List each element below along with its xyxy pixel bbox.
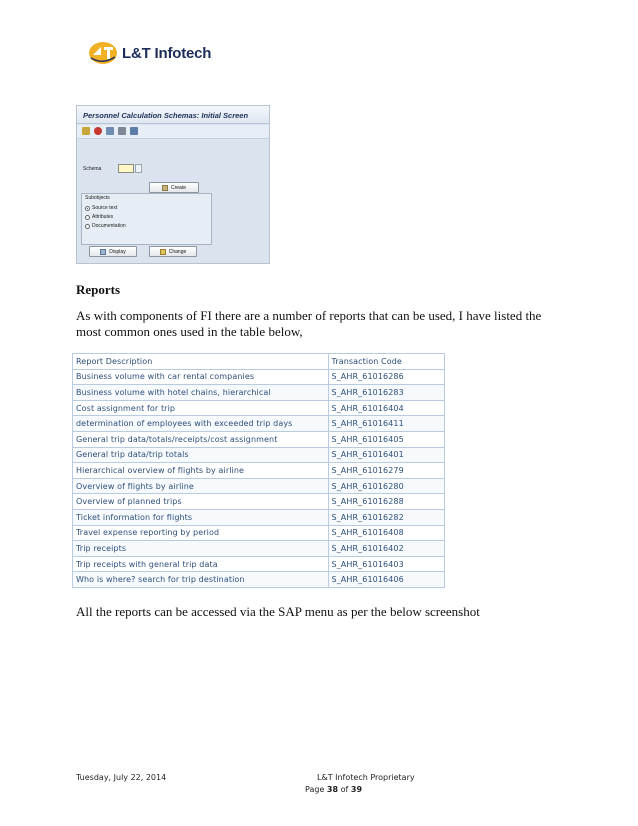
- copy-icon[interactable]: [106, 127, 114, 135]
- footer-company: L&T Infotech Proprietary: [317, 773, 415, 782]
- transaction-code-cell: S_AHR_61016411: [328, 416, 444, 432]
- report-description-cell: Overview of flights by airline: [73, 478, 329, 494]
- create-icon: [162, 185, 168, 191]
- schema-input[interactable]: [118, 164, 134, 173]
- transaction-code-cell: S_AHR_61016282: [328, 509, 444, 525]
- report-description-cell: Trip receipts with general trip data: [73, 556, 329, 572]
- report-description-cell: Trip receipts: [73, 541, 329, 557]
- transaction-code-cell: S_AHR_61016401: [328, 447, 444, 463]
- transaction-code-cell: S_AHR_61016286: [328, 369, 444, 385]
- sap-screenshot: [76, 105, 270, 264]
- change-button[interactable]: Change: [149, 246, 197, 257]
- radio-selected-icon: [85, 206, 90, 211]
- lnt-logo-icon: [88, 38, 118, 68]
- table-row: [73, 447, 445, 463]
- radio-documentation[interactable]: Documentation: [85, 223, 126, 229]
- check-icon[interactable]: [82, 127, 90, 135]
- display-icon: [100, 249, 106, 255]
- transaction-code-cell: S_AHR_61016404: [328, 400, 444, 416]
- closing-paragraph: All the reports can be accessed via the SAP menu as per the below screenshot: [76, 604, 480, 619]
- subobjects-label: Subobjects: [85, 195, 110, 201]
- sap-toolbar: [77, 125, 269, 139]
- table-row: [73, 525, 445, 541]
- table-row: [73, 385, 445, 401]
- radio-attributes[interactable]: Attributes: [85, 214, 113, 220]
- transaction-code-cell: S_AHR_61016406: [328, 572, 444, 588]
- report-description-cell: Hierarchical overview of flights by airline: [73, 463, 329, 479]
- table-row: [73, 572, 445, 588]
- transaction-code-cell: S_AHR_61016405: [328, 431, 444, 447]
- radio-icon: [85, 215, 90, 220]
- transaction-code-cell: S_AHR_61016280: [328, 478, 444, 494]
- table-row: [73, 416, 445, 432]
- transaction-code-cell: S_AHR_61016403: [328, 556, 444, 572]
- print-icon[interactable]: [118, 127, 126, 135]
- table-row: [73, 509, 445, 525]
- table-header-row: [73, 354, 445, 370]
- transaction-code-cell: S_AHR_61016283: [328, 385, 444, 401]
- table-row: [73, 431, 445, 447]
- logo-text: L&T Infotech: [122, 44, 212, 62]
- display-button[interactable]: Display: [89, 246, 137, 257]
- report-description-cell: Cost assignment for trip: [73, 400, 329, 416]
- table-row: [73, 478, 445, 494]
- schema-label: Schema: [83, 166, 102, 172]
- report-description-cell: Overview of planned trips: [73, 494, 329, 510]
- page-number: Page 38 of 39: [305, 785, 363, 794]
- radio-icon: [85, 224, 90, 229]
- transaction-code-cell: S_AHR_61016402: [328, 541, 444, 557]
- table-row: [73, 541, 445, 557]
- sap-window-title: Personnel Calculation Schemas: Initial Screen: [77, 106, 269, 124]
- intro-paragraph: As with components of FI there are a number of reports that can be used, I have listed the most common ones used in the table below,: [76, 308, 542, 339]
- footer-date: Tuesday, July 22, 2014: [76, 773, 167, 782]
- table-row: [73, 494, 445, 510]
- report-description-cell: Business volume with car rental companies: [73, 369, 329, 385]
- table-row: [73, 400, 445, 416]
- report-description-cell: General trip data/trip totals: [73, 447, 329, 463]
- radio-source-text[interactable]: Source text: [85, 205, 117, 211]
- delete-icon[interactable]: [94, 127, 102, 135]
- create-button[interactable]: Create: [149, 182, 199, 193]
- section-heading: Reports: [76, 282, 121, 297]
- company-logo: [88, 38, 211, 68]
- where-used-icon[interactable]: [130, 127, 138, 135]
- report-description-cell: General trip data/totals/receipts/cost assignment: [73, 431, 329, 447]
- table-row: [73, 556, 445, 572]
- column-header-description: Report Description: [73, 354, 329, 370]
- column-header-transaction-code: Transaction Code: [328, 354, 444, 370]
- transaction-code-cell: S_AHR_61016288: [328, 494, 444, 510]
- report-description-cell: Business volume with hotel chains, hierarchical: [73, 385, 329, 401]
- report-description-cell: determination of employees with exceeded trip days: [73, 416, 329, 432]
- table-row: [73, 463, 445, 479]
- table-row: [73, 369, 445, 385]
- report-description-cell: Ticket information for flights: [73, 509, 329, 525]
- value-help-icon[interactable]: [135, 164, 142, 173]
- report-description-cell: Travel expense reporting by period: [73, 525, 329, 541]
- transaction-code-cell: S_AHR_61016408: [328, 525, 444, 541]
- table-body: [73, 369, 445, 587]
- reports-table: [72, 353, 445, 588]
- transaction-code-cell: S_AHR_61016279: [328, 463, 444, 479]
- subobjects-group: [81, 193, 212, 245]
- report-description-cell: Who is where? search for trip destination: [73, 572, 329, 588]
- change-icon: [160, 249, 166, 255]
